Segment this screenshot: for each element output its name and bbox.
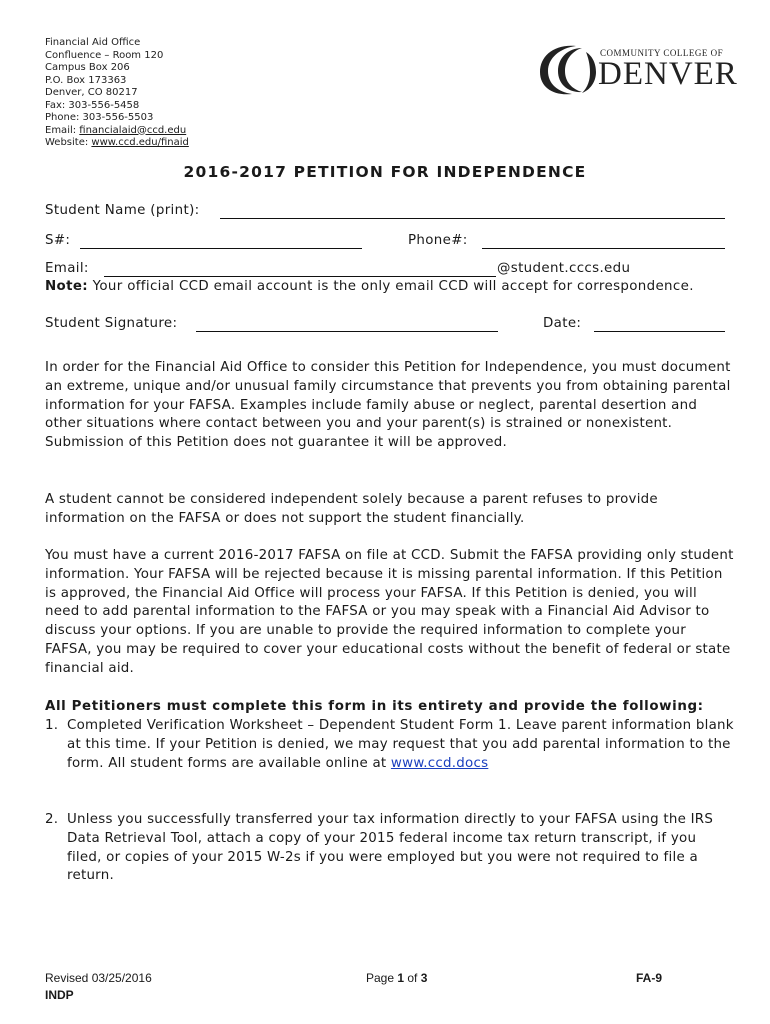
form-code: INDP [45, 988, 74, 1002]
phone-field[interactable] [482, 248, 725, 249]
ccd-logo [538, 42, 738, 98]
city-state-zip: Denver, CO 80217 [45, 87, 138, 98]
paragraph-circumstances [45, 359, 735, 453]
requirement-item-2 [45, 811, 735, 891]
signature-field[interactable] [196, 331, 498, 332]
page-number [366, 970, 427, 987]
requirement-item-1 [45, 717, 735, 797]
date-field[interactable] [594, 331, 725, 332]
email-line [45, 125, 189, 138]
item-1-body: Completed Verification Worksheet – Dependent Student Form 1. Leave parent information blank at this time. If your Petition is denied, we may request that you add parental information to the form. All student forms are available online at [67, 718, 734, 771]
date-label: Date: [543, 316, 582, 331]
email-field[interactable] [104, 276, 496, 277]
paragraph-fafsa [45, 547, 735, 679]
item-1-number: 1. [45, 718, 59, 733]
paragraph-1: In order for the Financial Aid Office to consider this Petition for Independence, you must document an extreme, unique and/or unusual family circumstance that prevents you from obtaining parental information for your FAFSA. Examples include family abuse or neglect, parental desertion and other situations where contact between you and your parent(s) is strained or nonexistent. Submission of this Petition does not guarantee it will be approved. [45, 360, 731, 451]
page-prefix: Page [366, 971, 398, 985]
fax-number: Fax: 303-556-5458 [45, 99, 140, 111]
item-2-text: Unless you successfully transferred your tax information directly to your FAFSA using the IRS Data Retrieval Tool, attach a copy of your 2015 federal income tax return transcript, if you filed, or copies of your 2015 W-2s if you were employed but you were not required to file a return. [67, 812, 714, 884]
office-name: Financial Aid Office [45, 37, 141, 48]
s-number-field[interactable] [80, 248, 362, 249]
logo-wordmark: DENVER [598, 56, 738, 92]
requirements-heading: All Petitioners must complete this form in its entirety and provide the following: [45, 699, 704, 714]
logo-tagline: COMMUNITY COLLEGE OF [600, 48, 724, 58]
email-domain: @student.cccs.edu [497, 261, 631, 276]
note-text: Your official CCD email account is the only email CCD will accept for correspondence. [88, 279, 694, 294]
email-field-label: Email: [45, 261, 89, 276]
paragraph-independence [45, 491, 735, 529]
s-number-label: S#: [45, 233, 71, 248]
po-box: P.O. Box 173363 [45, 74, 127, 86]
item-2-number: 2. [45, 812, 59, 827]
page-of: of [404, 971, 421, 985]
email-label: Email: [45, 124, 80, 136]
website-line [45, 137, 189, 150]
note-label: Note: [45, 279, 88, 294]
phone-label: Phone#: [408, 233, 468, 248]
website-label: Website: [45, 137, 92, 148]
campus-box: Campus Box 206 [45, 62, 130, 73]
document-title: 2016-2017 PETITION FOR INDEPENDENCE [183, 163, 587, 181]
ccd-logo-mark [538, 42, 598, 98]
footer-left [45, 970, 152, 1004]
page-total: 3 [420, 971, 428, 985]
email-note [45, 279, 694, 294]
item-1-text [67, 717, 735, 773]
paragraph-3: You must have a current 2016-2017 FAFSA on file at CCD. Submit the FAFSA providing only student information. Your FAFSA will be rejected because it is missing parental information. If this Petition is approved, the Financial Aid Office will process your FAFSA. If this Petition is denied, you will need to add parental information to the FAFSA or you may speak with a Financial Aid Advisor to discuss your options. If you are unable to provide the required information to complete your FAFSA, you may be required to cover your educational costs without the benefit of federal or state financial aid. [45, 548, 734, 676]
form-id: FA-9 [636, 971, 663, 985]
contact-block [45, 37, 189, 150]
student-name-field[interactable] [220, 218, 725, 219]
office-location: Confluence – Room 120 [45, 49, 164, 61]
website-link[interactable]: www.ccd.edu/finaid [91, 137, 189, 148]
page-current: 1 [397, 971, 405, 985]
revision-date: Revised 03/25/2016 [45, 971, 152, 985]
email-link[interactable]: financialaid@ccd.edu [79, 124, 187, 136]
student-name-label: Student Name (print): [45, 203, 200, 218]
forms-link[interactable]: www.ccd.docs [390, 755, 489, 771]
phone-number: Phone: 303-556-5503 [45, 112, 154, 123]
signature-label: Student Signature: [45, 316, 178, 331]
paragraph-2: A student cannot be considered independent solely because a parent refuses to provide information on the FAFSA or does not support the student financially. [45, 492, 658, 526]
